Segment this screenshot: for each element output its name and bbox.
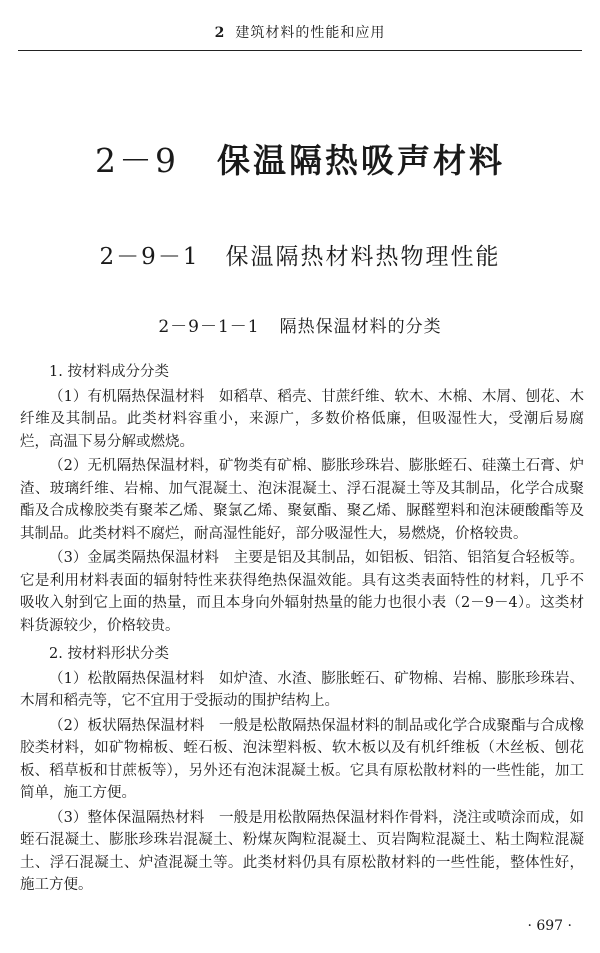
paragraph-inorganic: （2）无机隔热保温材料，矿物类有矿棉、膨胀珍珠岩、膨胀蛭石、硅藻土石膏、炉渣、玻璃纤维、岩棉、加气混凝土、泡沫混凝土、浮石混凝土等及其制品，化学合成聚酯及合成橡胶类有聚苯乙烯、聚氯乙烯、聚氨酯、聚乙烯、脲醛塑料和泡沫硬酸酯等及其制品。此类材料不腐烂，耐高湿性能好，部分吸湿性大，易燃烧，价格较贵。 — [20, 458, 584, 542]
page-number: · 697 · — [527, 918, 572, 934]
paragraph-metal: （3）金属类隔热保温材料 主要是铝及其制品，如铝板、铝箔、铝箔复合轻板等。它是利用材料表面的辐射特性来获得绝热保温效能。具有这类表面特性的材料，几乎不吸收入射到它上面的热量，而且本身向外辐射热量的能力也很小表（2－9－4）。这类材料货源较少，价格较贵。 — [20, 550, 584, 634]
subsection-title: 保温隔热材料热物理性能 — [225, 244, 501, 270]
subsection-heading — [0, 238, 600, 271]
paragraph-board: （2）板状隔热保温材料 一般是松散隔热保温材料的制品或化学合成聚酯与合成橡胶类材料，如矿物棉板、蛭石板、泡沫塑料板、软木板以及有机纤维板（木丝板、刨花板、稻草板和甘蔗板等），另外还有泡沫混凝土板。它具有原松散材料的一些性能，加工简单，施工方便。 — [20, 717, 584, 801]
running-header — [0, 22, 600, 42]
header-divider — [18, 50, 582, 51]
section-heading — [0, 135, 600, 182]
paragraph-organic: （1）有机隔热保温材料 如稻草、稻壳、甘蔗纤维、软木、木棉、木屑、刨花、木纤维及其制品。此类材料容重小，来源广，多数价格低廉，但吸湿性大，受潮后易腐烂，高温下易分解或燃烧。 — [20, 388, 584, 450]
category-heading-shape: 2. 按材料形状分类 — [49, 646, 169, 662]
chapter-title: 建筑材料的性能和应用 — [235, 25, 386, 41]
section-number: 2－9 — [95, 141, 179, 180]
category-heading-composition: 1. 按材料成分分类 — [49, 364, 169, 380]
subsubsection-heading — [0, 312, 600, 337]
subsubsection-number: 2－9－1－1 — [158, 317, 260, 337]
subsection-number: 2－9－1 — [99, 244, 200, 270]
section-title: 保温隔热吸声材料 — [217, 141, 505, 180]
paragraph-loose: （1）松散隔热保温材料 如炉渣、水渣、膨胀蛭石、矿物棉、岩棉、膨胀珍珠岩、木屑和稻壳等，它不宜用于受振动的围护结构上。 — [20, 670, 584, 709]
body-text — [20, 355, 584, 897]
subsubsection-title: 隔热保温材料的分类 — [279, 317, 442, 337]
paragraph-monolithic: （3）整体保温隔热材料 一般是用松散隔热保温材料作骨料，浇注或喷涂而成，如蛭石混凝土、膨胀珍珠岩混凝土、粉煤灰陶粒混凝土、页岩陶粒混凝土、粘土陶粒混凝土、浮石混凝土、炉渣混凝土等。此类材料仍具有原松散材料的一些性能，整体性好，施工方便。 — [20, 809, 584, 893]
chapter-number: 2 — [214, 25, 226, 41]
